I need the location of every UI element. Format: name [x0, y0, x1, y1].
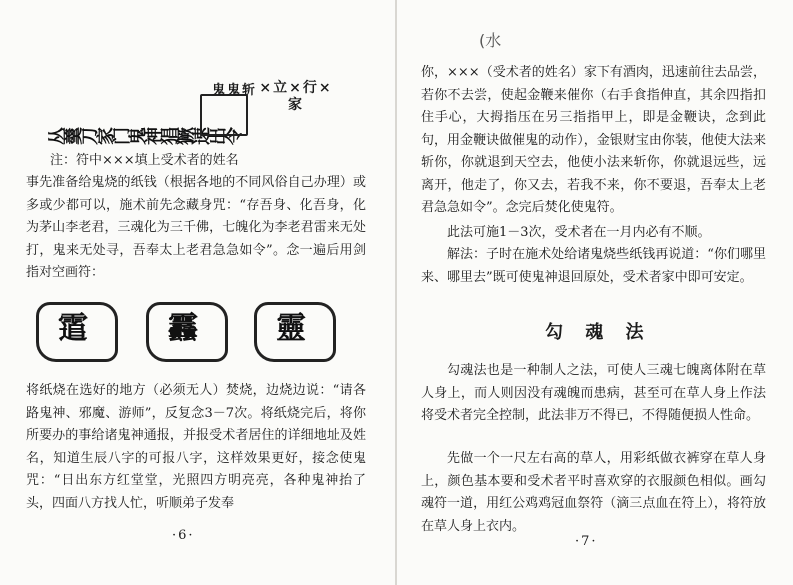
- page-number: ·7·: [575, 534, 598, 549]
- seal-talisman-3: 靈: [246, 300, 346, 360]
- note-paragraph: 注：符中×××填上受术者的姓名: [50, 153, 239, 168]
- talisman-vertical-text: 丛羹刀家门鬼神猖獗速出令: [48, 127, 240, 148]
- corner-scribble: (水: [479, 31, 502, 50]
- right-paragraph-2: 此法可施1－3次，受术者在一月内必有不顺。: [447, 225, 711, 240]
- page-number: ·6·: [172, 528, 195, 543]
- left-page: [0, 0, 395, 585]
- right-paragraph-3: 解法：子时在施术处给诸鬼烧些纸钱再说道：“你们哪里来、哪里去”既可使鬼神退回原处，受术者家中即可安定。: [421, 247, 766, 285]
- right-paragraph-4: 勾魂法也是一种制人之法，可使人三魂七魄离体附在草人身上，而人则因没有魂魄而患病，甚至可在草人身上作法将受术者完全控制，此法非万不得已，不得随便损人性命。: [421, 363, 766, 423]
- right-page: [397, 0, 793, 585]
- talisman-middle-text: 鬼鬼斩: [212, 83, 258, 98]
- right-paragraph-1: 你，×××（受术者的姓名）家下有酒肉，迅速前往去品尝，若你不去尝，使起金鞭来催你（右手食指伸直，其余四指扣住手心，大拇指压在另三指指甲上，即是金鞭诀，念到此句，用金鞭诀做催鬼的动作），金银财宝由你装，他使大法来斩你，你就退到天空去，他使小法来斩你，你就退远些，远离开，他走了，你又去，若我不来，你不要退，吾奉太上老君急急如令”。念完后焚化使鬼符。: [421, 65, 766, 215]
- left-paragraph-2: 将纸烧在选好的地方（必须无人）焚烧，边烧边说：“请各路鬼神、邪魔、游师”，反复念3－7次。将纸烧完后，将你所要办的事给诸鬼神通报，并报受术者居住的详细地址及姓名，知道生辰八字的可报八字，这样效果更好，接念使鬼咒：“日出东方红堂堂，光照四方明亮亮，各种鬼神抬了头，四面八方找人忙，听顺弟子发奉: [26, 383, 366, 511]
- section-heading: 勾 魂 法: [545, 322, 652, 343]
- seal-talisman-2: 䨺: [138, 300, 238, 360]
- talisman-right-column: ×立×行×家: [259, 80, 333, 113]
- right-paragraph-5: 先做一个一尺左右高的草人，用彩纸做衣裤穿在草人身上，颜色基本要和受术者平时喜欢穿的衣服颜色相似。画勾魂符一道，用红公鸡鸡冠血祭符（滴三点血在符上），将符放在草人身上衣内。: [421, 451, 766, 534]
- left-paragraph-1: 事先准备给鬼烧的纸钱（根据各地的不同风俗自己办理）或多或少都可以，施术前先念藏身咒：“存吾身、化吾身，化为茅山李老君，三魂化为三千佛，七魄化为李老君雷来无处打，鬼来无处寻，吾奉太上老君急急如令”。念一遍后用剑指对空画符：: [26, 175, 366, 280]
- seal-talisman-1: 䨨: [28, 300, 128, 360]
